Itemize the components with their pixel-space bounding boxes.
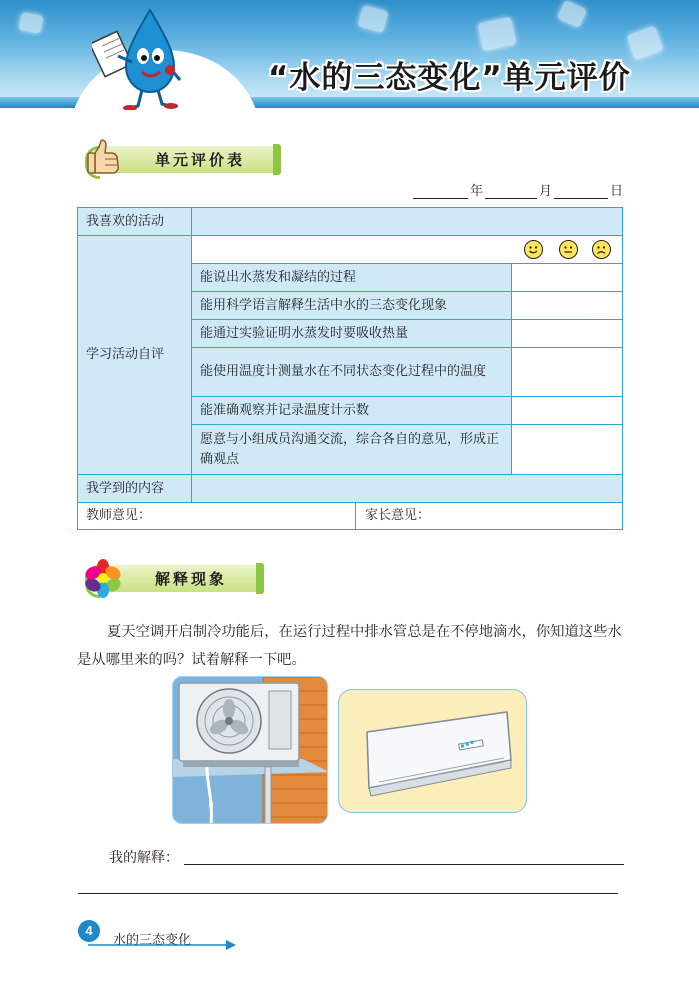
section-title: 解释现象	[155, 570, 228, 588]
year-blank[interactable]	[413, 184, 468, 199]
parent-comment-field[interactable]	[355, 502, 623, 530]
page-number: 4	[78, 920, 100, 942]
section-heading-explain	[77, 562, 267, 594]
day-label: 日	[610, 184, 624, 199]
outdoor-ac-unit-image	[172, 676, 328, 824]
date-fill-line	[413, 180, 625, 199]
year-label: 年	[470, 184, 484, 199]
thumbs-up-icon	[83, 135, 123, 177]
smiley-sad-icon	[592, 240, 611, 259]
indoor-ac-unit-image	[338, 689, 527, 813]
month-blank[interactable]	[485, 184, 537, 199]
self-eval-item: 能说出水蒸发和凝结的过程	[191, 263, 512, 292]
section-heading-evaluation	[77, 143, 282, 175]
self-eval-item: 能通过实验证明水蒸发时要吸收热量	[191, 319, 512, 348]
self-eval-label: 学习活动自评	[77, 235, 192, 475]
section-heading-bar	[256, 563, 264, 594]
liked-activity-input[interactable]	[191, 207, 623, 236]
self-eval-item: 愿意与小组成员沟通交流，综合各自的意见，形成正确观点	[191, 424, 512, 475]
learned-input[interactable]	[191, 474, 623, 503]
section-heading-bar	[273, 144, 281, 175]
question-paragraph: 夏天空调开启制冷功能后，在运行过程中排水管总是在不停地滴水，你知道这些水是从哪里来的吗？试着解释一下吧。	[77, 624, 622, 668]
self-eval-item: 能准确观察并记录温度计示数	[191, 396, 512, 425]
self-eval-rating-cell[interactable]	[511, 347, 623, 397]
self-eval-item: 能用科学语言解释生活中水的三态变化现象	[191, 291, 512, 320]
parent-comment-label: 家长意见：	[365, 508, 431, 523]
flower-icon	[83, 558, 123, 598]
section-title: 单元评价表	[155, 151, 246, 169]
self-eval-rating-cell[interactable]	[511, 424, 623, 475]
self-eval-item: 能使用温度计测量水在不同状态变化过程中的温度	[191, 347, 512, 397]
teacher-comment-field[interactable]	[77, 502, 356, 530]
liked-activity-label: 我喜欢的活动	[77, 207, 192, 236]
evaluation-table	[77, 207, 623, 530]
month-label: 月	[539, 184, 553, 199]
self-eval-rating-cell[interactable]	[511, 291, 623, 320]
answer-label: 我的解释：	[109, 850, 179, 866]
answer-line[interactable]	[184, 864, 624, 865]
ice-cube-decoration	[19, 12, 44, 34]
water-drop-mascot-icon	[92, 6, 190, 110]
day-blank[interactable]	[554, 184, 608, 199]
footer-title: 水的三态变化	[113, 932, 192, 947]
self-eval-rating-cell[interactable]	[511, 263, 623, 292]
self-eval-rating-cell[interactable]	[511, 396, 623, 425]
page-title: “水的三态变化”单元评价	[268, 60, 631, 96]
teacher-comment-label: 教师意见：	[86, 508, 152, 523]
answer-line[interactable]	[78, 893, 618, 894]
self-eval-rating-cell[interactable]	[511, 319, 623, 348]
smiley-neutral-icon	[559, 240, 578, 259]
arrow-right-icon	[88, 938, 238, 952]
smiley-happy-icon	[524, 240, 543, 259]
learned-label: 我学到的内容	[77, 474, 192, 503]
